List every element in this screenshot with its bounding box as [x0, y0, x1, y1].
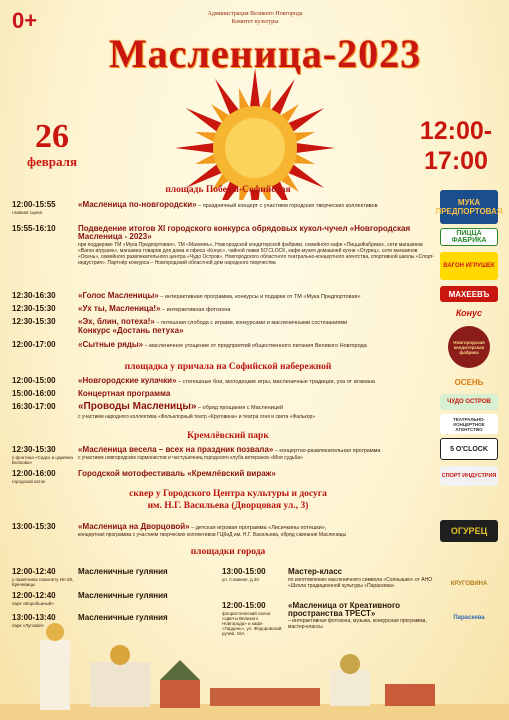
event-time: 12:30-16:30	[12, 291, 56, 300]
paraskeva-logo: Параскева	[453, 615, 485, 621]
konditer-logo: Новгородская кондитерская фабрика	[448, 326, 490, 368]
event-time: 12:00-16:00	[12, 469, 56, 478]
event-desc: – обряд прощания с Масленицей	[196, 405, 284, 411]
event-desc: – стеношные бои, молодецкие игры, масленичные традиции, уха от атамана	[176, 379, 375, 385]
admin-line-2: Комитет культуры	[231, 19, 279, 25]
event-desc: – масленичное угощение от предприятий общественного питания Великого Новгорода	[143, 343, 367, 349]
bell-tower	[40, 640, 70, 710]
kremlin-wall	[210, 688, 320, 706]
event-name: Масленичные гуляния	[78, 591, 168, 600]
event-name: «Эх, блин, потеха!»	[78, 317, 155, 326]
event-time: 13:00-13:40	[12, 613, 56, 622]
event-time: 12:00-15:55	[12, 200, 56, 209]
event-time: 12:00-12:40	[12, 567, 56, 576]
section-culture-center: сквер у Городского Центра культуры и досуга	[129, 489, 327, 499]
event-name: «Масленица на Дворцовой»	[78, 522, 190, 531]
event-time: 12:00-15:00	[222, 601, 266, 610]
sun-ray	[175, 143, 215, 153]
event-time: 12:00-17:00	[12, 340, 56, 349]
event-time: 12:00-12:40	[12, 591, 56, 600]
event-name: «Ух ты, Масленица!»	[78, 304, 161, 313]
event-time: 13:00-15:30	[12, 522, 56, 531]
event-details: концертная программа с участием творческих коллективов ГЦКиД им. Н.Г. Васильева, обряд сжигания Масленицы	[78, 532, 347, 538]
city-skyline	[0, 600, 509, 720]
event-time: 13:00-15:00	[222, 567, 266, 576]
admin-line-1: Администрация Великого Новгорода	[207, 11, 303, 17]
date-month: февраля	[27, 154, 77, 169]
section-pier: площадка у причала на Софийской набережной	[124, 362, 332, 372]
event-name: Концертная программа	[78, 389, 171, 398]
page-title: Масленица-2023	[108, 31, 422, 76]
event-place: ул. Славная, д.40	[222, 577, 259, 582]
event-details: при поддержке ТМ «Мука Предпортовая», ТМ «Махеевъ», Новгородской кондитерской фабрики, семейного кафе «ПиццаФабрика», сети магазинов «Вагон игрушек», магазина товаров для дома и офиса «Конус», чайной лавки 5O'CLOCK, кафе-музея домашней кухни «Огурец», сети магазинов «Осень», семейного развлекательного центра «Чудо Остров», Новгородского областного театрально-концертного агентства, спортивной школы «Спорт-индустрия». Партнёр конкурса – Новгородский областной дом народного творчества	[78, 242, 435, 266]
maheev-logo: МАХЕЕВЪ	[440, 286, 498, 302]
event-name: Масленичные гуляния	[78, 567, 168, 576]
event-place: у памятника самолету Ил-28, Кречевицы	[12, 577, 74, 587]
konus-logo: Конус	[455, 308, 483, 318]
kremlin-tower	[160, 680, 200, 708]
event-desc: – интерактивная фотозона	[160, 307, 231, 313]
ground	[0, 704, 509, 720]
event-desc: – детская игровая программа «Лисичкины потешки»,	[189, 525, 327, 531]
event-name: «Масленица по-новгородски»	[78, 200, 197, 209]
sport-logo: СПОРТ ИНДУСТРИЯ	[440, 466, 498, 486]
event-place: парк «Воробьиный»	[12, 601, 54, 606]
event-time: 12:30-15:30	[12, 317, 56, 326]
section-sofia-square: площадь Победы-Софийская	[165, 185, 291, 195]
event-name: Масленичные гуляния	[78, 613, 168, 622]
tower-roof	[160, 660, 200, 680]
event-name: Городской мотофестиваль «Кремлёвский вираж»	[78, 469, 276, 478]
sun-ornament	[125, 60, 385, 200]
dome-icon	[110, 645, 130, 665]
event-name: «Сытные ряды»	[78, 340, 144, 349]
sun-ray	[295, 143, 335, 153]
event-name: Мастер-класс	[288, 567, 343, 576]
event-place: флористический салон «Цветы Великого Новгорода» и кафе «Гардень», ул. Федоровский ручей, 15А	[222, 611, 282, 636]
clock-logo: 5 O'CLOCK	[440, 438, 498, 460]
event-time: 12:00-15:00	[12, 376, 56, 385]
ogurec-logo: ОГУРЕЦ	[440, 520, 498, 542]
event-name: «Новгородские кулачки»	[78, 376, 177, 385]
event-desc: – интерактивная программа, конкурсы и подарки от ТМ «Мука Предпортовая»	[158, 294, 361, 300]
event-time: 12:30-15:30	[12, 445, 56, 454]
section-city-sites: площадки города	[190, 547, 266, 557]
event-name: Подведение итогов XI городского конкурса обрядовых кукол-чучел «Новгородская Масленица - 2023»	[78, 224, 411, 241]
event-desc: – праздничный концерт с участием городских творческих коллективов	[196, 203, 378, 209]
event-place: у фонтана «Садко и царевна Волхова»	[12, 455, 73, 465]
event-name: «Масленица весела – всех на праздник позвала»	[78, 445, 274, 454]
event-place: главная сцена	[12, 210, 43, 215]
teatr-logo: ТЕАТРАЛЬНО-КОНЦЕРТНОЕ АГЕНТСТВО	[440, 414, 498, 434]
event-desc: – концертно-развлекательная программа	[273, 448, 381, 454]
event-time: 15:55-16:10	[12, 224, 56, 233]
event-place: городской каток	[12, 479, 46, 484]
event-time: 16:30-17:00	[12, 402, 56, 411]
kremlin-tower-2	[385, 684, 435, 706]
event-name: «Масленица от Креативного пространства ТРЕСТ»	[288, 601, 401, 618]
time-start: 12:00-	[419, 117, 493, 145]
event-name: «Голос Масленицы»	[78, 291, 159, 300]
organizer	[180, 10, 330, 26]
event-details: с участием новгородских гармонистов и частушечниц городского клуба ветеранов «Моя судьба»	[78, 455, 303, 461]
event-desc: по изготовлению масленичного символа «Солнышко» от АНО «Школа традиционной культуры «Параскева»	[288, 577, 433, 589]
church	[90, 662, 150, 707]
event-place: парк «Луговой»	[12, 623, 45, 628]
event-time: 15:00-16:00	[12, 389, 56, 398]
event-name: «Проводы Масленицы»	[78, 401, 197, 412]
event-hours	[408, 116, 504, 176]
event-desc: – потешная слобода с играми, конкурсами и масленичными состязаниями	[154, 320, 348, 326]
event-desc: – интерактивная фотозона, музыка, конкурсная программа, мастер-классы	[288, 618, 427, 630]
muka-logo: МУКА ПРЕДПОРТОВАЯ	[440, 190, 498, 224]
pizza-logo: ПИЦЦА ФАБРИКА	[440, 228, 498, 246]
wagon-logo: ВАГОН ИГРУШЕК	[440, 252, 498, 280]
event-contest: Конкурс «Достань петуха»	[78, 326, 184, 335]
section-culture-center-address: им. Н.Г. Васильева (Дворцовая ул., 3)	[147, 501, 309, 511]
time-end: 17:00	[424, 147, 488, 175]
age-rating: 0+	[12, 8, 38, 33]
sun-core	[225, 118, 285, 178]
sponsor-logos	[435, 190, 503, 640]
date-day: 26	[35, 118, 69, 155]
krugovina-logo: КРУГОВИНА	[450, 581, 488, 587]
cathedral	[330, 670, 370, 706]
section-kremlin-park: Кремлёвский парк	[187, 431, 269, 441]
event-details: с участием народного коллектива «Фольклорный театр «Круговина» и театра огня и света «Фалькор»	[78, 414, 316, 420]
dome-icon	[46, 623, 64, 641]
event-time: 12:30-15:30	[12, 304, 56, 313]
chudo-logo: ЧУДО ОСТРОВ	[440, 394, 498, 410]
dome-icon	[340, 654, 360, 674]
osen-logo: ОСЕНЬ	[454, 377, 484, 387]
